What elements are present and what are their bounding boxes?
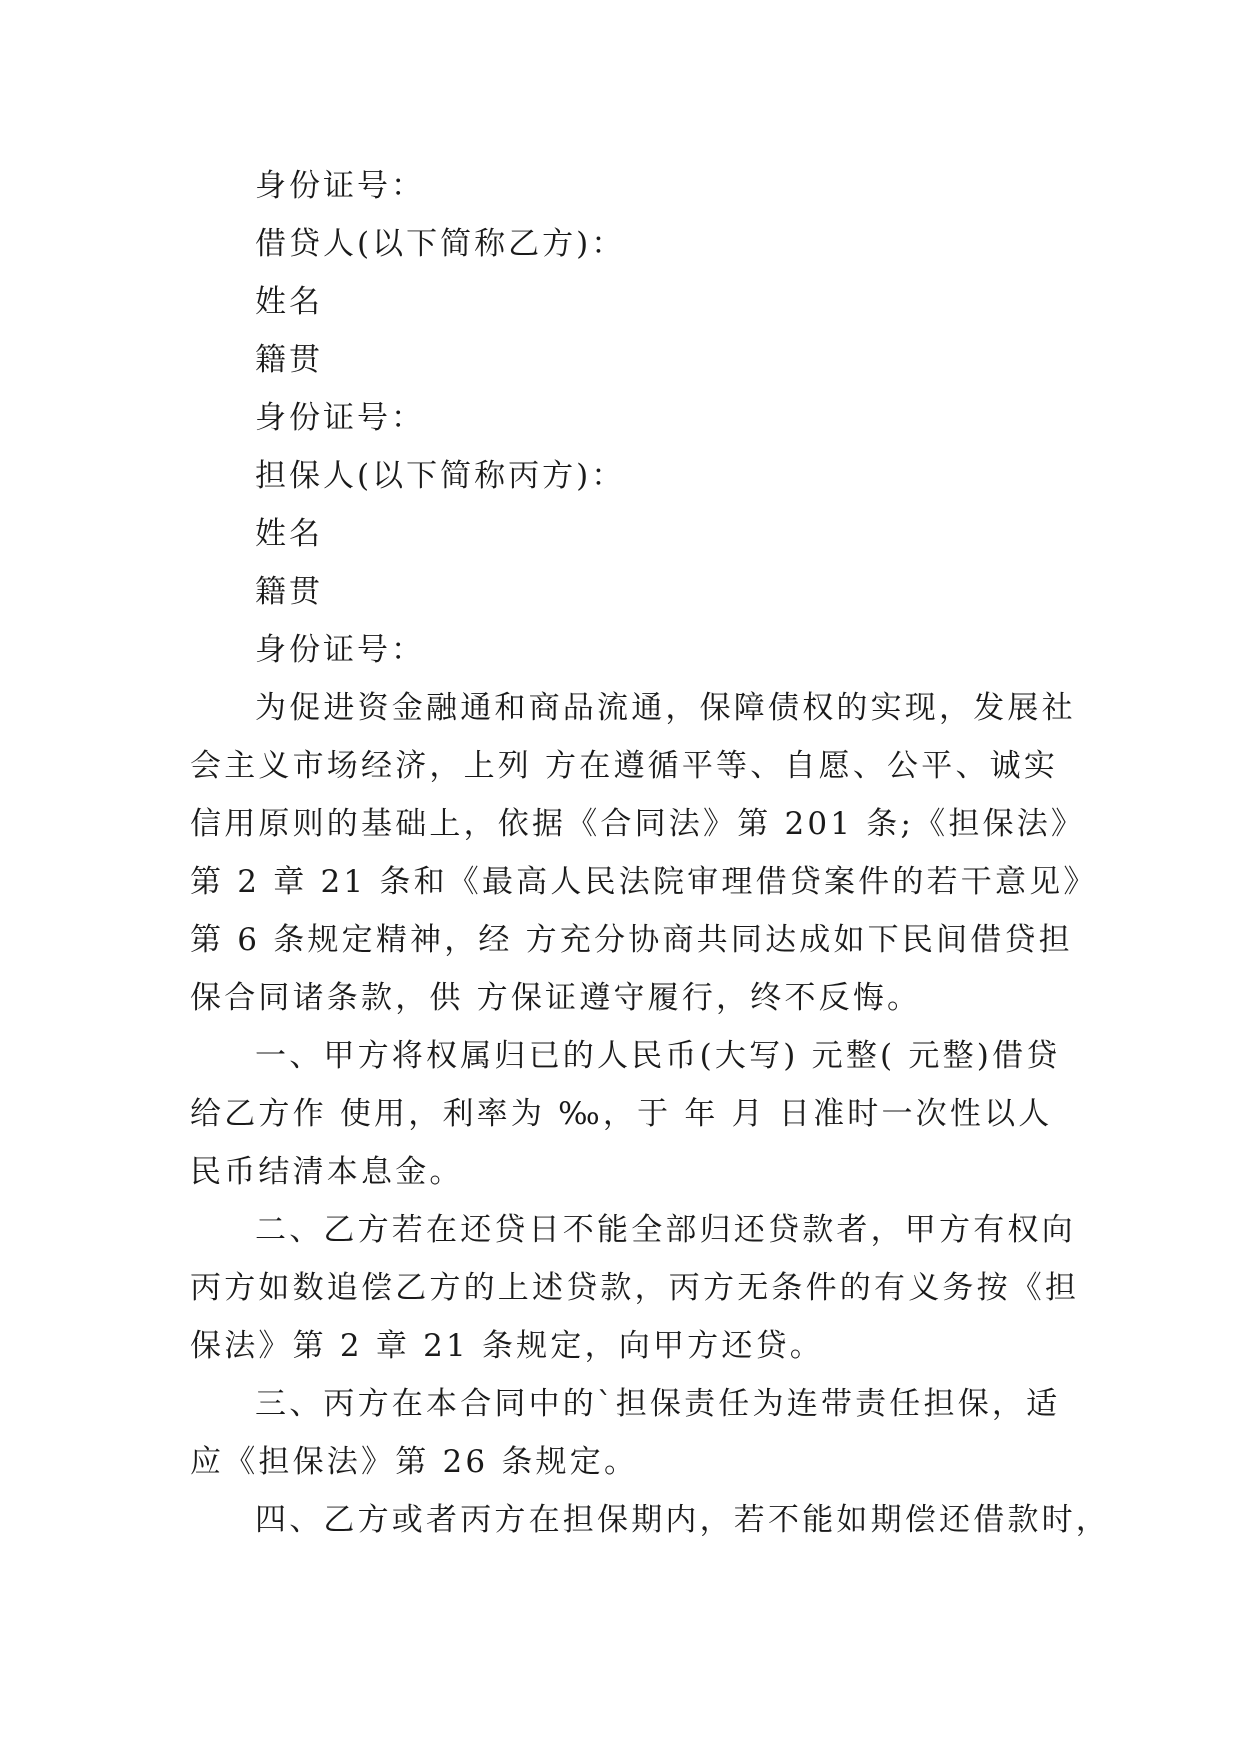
clause-three-paragraph (190, 1375, 1061, 1491)
guarantor-name-label: 姓名 (255, 516, 323, 552)
paragraph-line: 民币结清本息金。 (190, 1154, 464, 1190)
clause-two-paragraph (190, 1201, 1080, 1375)
paragraph-line: 应《担保法》第 26 条规定。 (190, 1444, 639, 1480)
paragraph-line: 会主义市场经济，上列 方在遵循平等、自愿、公平、诚实 (190, 748, 1059, 784)
id-number-label: 身份证号： (255, 168, 425, 204)
document-body (190, 157, 1110, 1549)
borrower-heading: 借贷人(以下简称乙方)： (255, 226, 626, 262)
clause-four-paragraph (190, 1491, 1110, 1549)
paragraph-line: 保法》第 2 章 21 条规定，向甲方还贷。 (190, 1328, 824, 1364)
paragraph-line: 第 6 条规定精神，经 方充分协商共同达成如下民间借贷担 (190, 922, 1073, 958)
paragraph-line: 给乙方作 使用，利率为 ‰，于 年 月 日准时一次性以人 (190, 1096, 1053, 1132)
guarantor-heading: 担保人(以下简称丙方)： (255, 458, 626, 494)
paragraph-line: 四、乙方或者丙方在担保期内，若不能如期偿还借款时， (255, 1502, 1110, 1538)
guarantor-origin-label: 籍贯 (255, 574, 323, 610)
paragraph-line: 一、甲方将权属归已的人民币(大写) 元整( 元整)借贷 (255, 1038, 1061, 1074)
borrower-name-label: 姓名 (255, 284, 323, 320)
paragraph-line: 第 2 章 21 条和《最高人民法院审理借贷案件的若干意见》 (190, 864, 1098, 900)
paragraph-line: 为促进资金融通和商品流通，保障债权的实现，发展社 (255, 690, 1076, 726)
paragraph-line: 三、丙方在本合同中的`担保责任为连带责任担保，适 (255, 1386, 1061, 1422)
paragraph-line: 二、乙方若在还贷日不能全部归还贷款者，甲方有权向 (255, 1212, 1076, 1248)
paragraph-line: 信用原则的基础上，依据《合同法》第 201 条;《担保法》 (190, 806, 1086, 842)
borrower-id-number-label: 身份证号： (255, 400, 425, 436)
preamble-paragraph (190, 679, 1098, 1027)
guarantor-id-number-label: 身份证号： (255, 632, 425, 668)
borrower-origin-label: 籍贯 (255, 342, 323, 378)
paragraph-line: 丙方如数追偿乙方的上述贷款，丙方无条件的有义务按《担 (190, 1270, 1080, 1306)
clause-one-paragraph (190, 1027, 1061, 1201)
paragraph-line: 保合同诸条款，供 方保证遵守履行，终不反悔。 (190, 980, 922, 1016)
